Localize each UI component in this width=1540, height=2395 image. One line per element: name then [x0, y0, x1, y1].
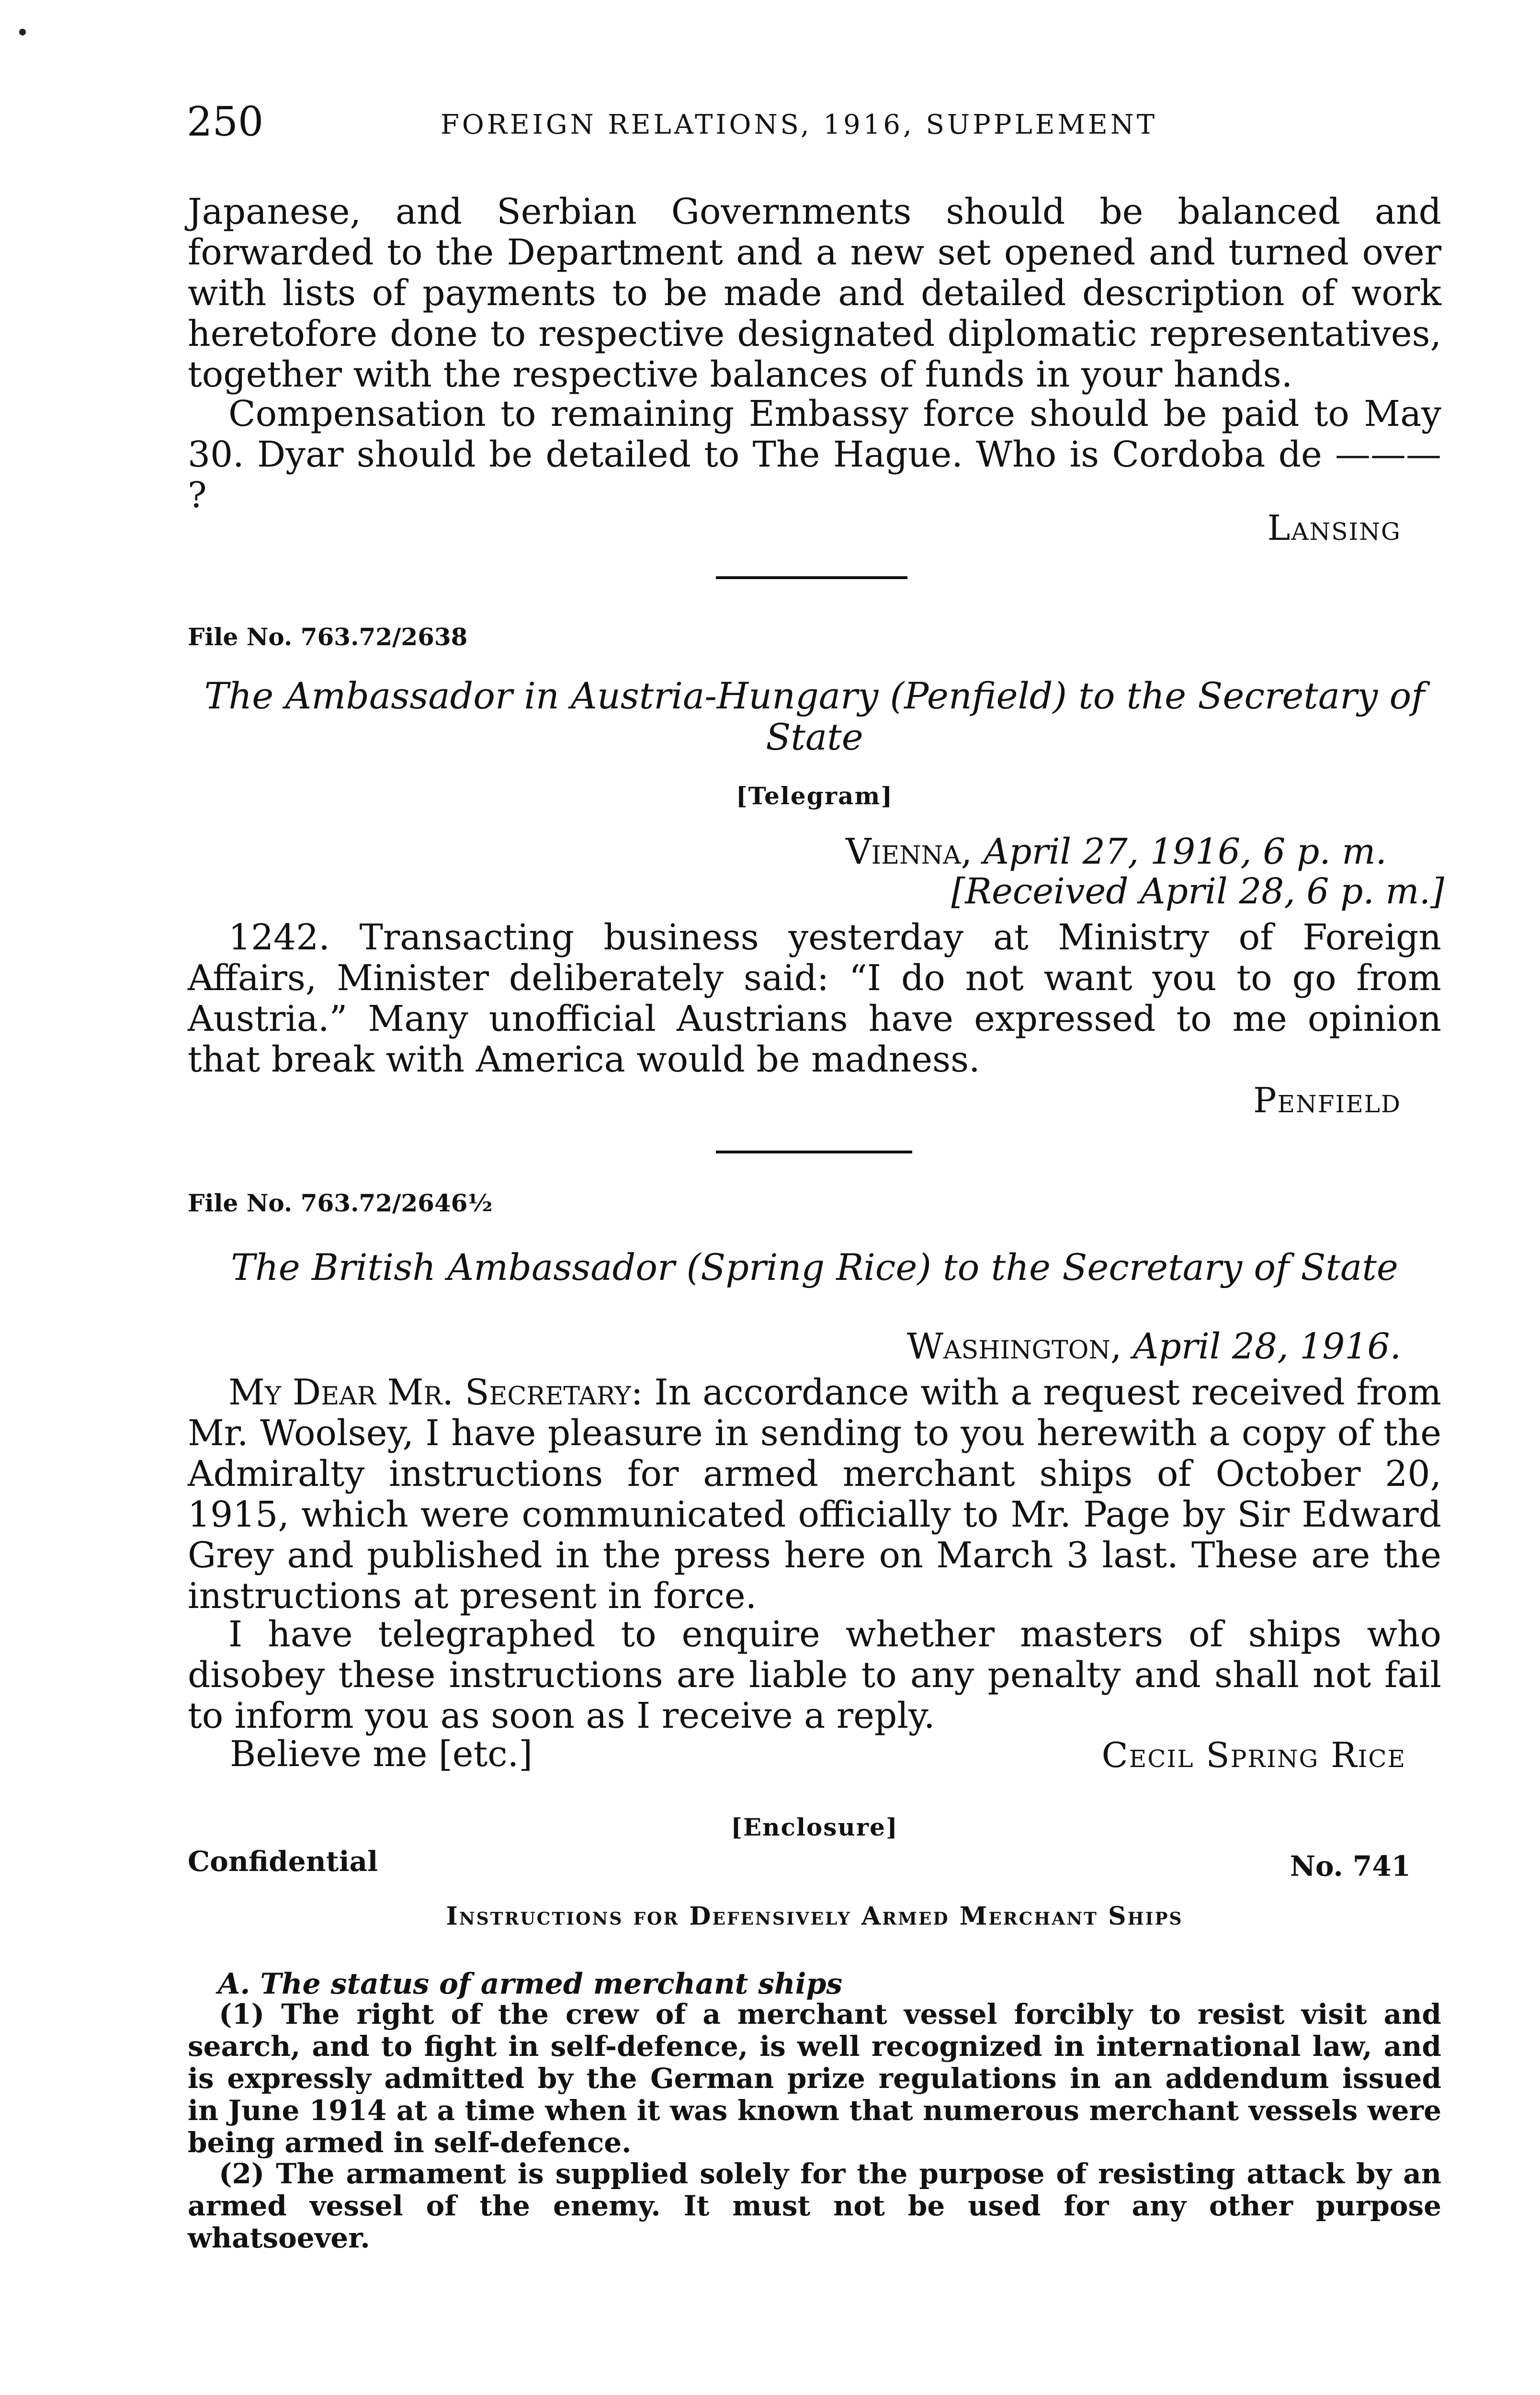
instruction-item-2: (2) The armament is supplied solely for the purpose of resisting attack by an armed vessel of the enemy. It must not be used for any other purpose whatsoever. [188, 2157, 1441, 2254]
paragraph-compensation: Compensation to remaining Embassy force should be paid to May 30. Dyar should be detailed to The Hague. Who is Cordoba de ——— ? [188, 393, 1441, 516]
dateline-place: Vienna, [846, 831, 973, 872]
closing: Believe me [etc.] [230, 1734, 533, 1775]
letter-paragraph-2: I have telegraphed to enquire whether masters of ships who disobey these instructions are liable to any penalty and shall not fail to inform you as soon as I receive a reply. [188, 1614, 1441, 1736]
received-line: [Received April 28, 6 p. m.] [951, 871, 1444, 912]
file-number: File No. 763.72/2646½ [188, 1189, 493, 1217]
salutation: My Dear Mr. Secretary: [228, 1372, 643, 1413]
section-divider [716, 576, 907, 579]
margin-speck [19, 29, 26, 35]
page-number: 250 [187, 98, 264, 145]
running-title: FOREIGN RELATIONS, 1916, SUPPLEMENT [441, 109, 1158, 140]
instructions-title: Instructions for Defensively Armed Merchant Ships [446, 1902, 1183, 1931]
letter-paragraph-1-text: In accordance with a request received from Mr. Woolsey, I have pleasure in sending to you herewith a copy of the Admiralty instructions for armed merchant ships of October 20, 1915, which were communicated officially to Mr. Page by Sir Edward Grey and published in the press here on March 3 last. These are the instructions at present in force. [188, 1372, 1441, 1617]
dateline [907, 1326, 1401, 1367]
paragraph-continuation: Japanese, and Serbian Governments should be balanced and forwarded to the Department and a new set opened and turned over with lists of payments to be made and detailed description of work heretofore done to respective designated diplomatic representatives, together with the respective balances of funds in your hands. [188, 191, 1441, 395]
telegram-label: [Telegram] [736, 782, 893, 810]
instruction-item-1: (1) The right of the crew of a merchant vessel forcibly to resist visit and search, and to fight in self-defence, is well recognized in international law, and is expressly admitted by the German prize regulations in an addendum issued in June 1914 at a time when it was known that numerous merchant vessels were being armed in self-defence. [188, 1998, 1441, 2159]
file-number: File No. 763.72/2638 [188, 623, 468, 651]
signature-spring-rice: Cecil Spring Rice [1101, 1735, 1406, 1775]
section-a-heading: A. The status of armed merchant ships [218, 1967, 843, 2001]
signature-lansing: Lansing [1267, 508, 1401, 548]
confidential-label: Confidential [188, 1845, 378, 1878]
telegram-body: 1242. Transacting business yesterday at Ministry of Foreign Affairs, Minister deliberately said: “I do not want you to go from Austria.” Many unofficial Austrians have expressed to me opinion that break with America would be madness. [188, 917, 1441, 1080]
dateline [846, 831, 1387, 872]
section-divider [716, 1151, 912, 1153]
enclosure-label: [Enclosure] [731, 1813, 898, 1841]
dateline-place: Washington, [906, 1326, 1122, 1367]
document-heading: The British Ambassador (Spring Rice) to the Secretary of State [231, 1246, 1398, 1289]
signature-penfield: Penfield [1253, 1080, 1401, 1120]
dateline-date: April 28, 1916. [1132, 1326, 1401, 1367]
document-heading: The Ambassador in Austria-Hungary (Penfield) to the Secretary of State [204, 674, 1425, 758]
instruction-number: No. 741 [1290, 1850, 1411, 1882]
letter-paragraph-1 [188, 1372, 1441, 1617]
dateline-date: April 27, 1916, 6 p. m. [983, 831, 1387, 872]
